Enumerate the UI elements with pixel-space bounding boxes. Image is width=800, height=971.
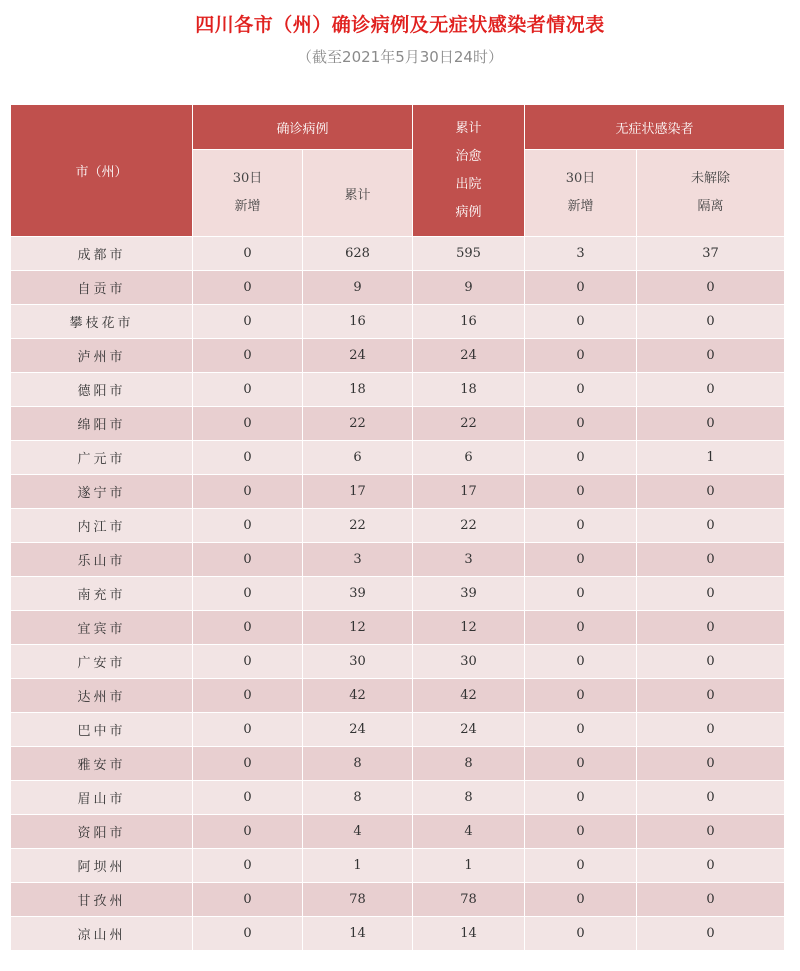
cell-city: 雅安市	[11, 747, 193, 781]
table-row	[11, 407, 785, 441]
table-row	[11, 611, 785, 645]
cell-cured: 24	[413, 339, 525, 373]
cell-city: 眉山市	[11, 781, 193, 815]
cell-confirmed-total: 6	[303, 441, 413, 475]
cell-confirmed-new: 0	[193, 713, 303, 747]
cell-asymptomatic-isolated: 0	[637, 577, 785, 611]
cell-cured: 3	[413, 543, 525, 577]
header-cured-line3: 出院	[455, 176, 482, 192]
cell-asymptomatic-isolated: 0	[637, 849, 785, 883]
cell-asymptomatic-isolated: 1	[637, 441, 785, 475]
cell-confirmed-new: 0	[193, 679, 303, 713]
cell-confirmed-new: 0	[193, 611, 303, 645]
cell-confirmed-new: 0	[193, 509, 303, 543]
cell-confirmed-total: 16	[303, 305, 413, 339]
cell-asymptomatic-new: 3	[525, 237, 637, 271]
cell-confirmed-total: 22	[303, 509, 413, 543]
header-city: 市（州）	[11, 105, 193, 237]
cell-city: 成都市	[11, 237, 193, 271]
cell-cured: 78	[413, 883, 525, 917]
cell-asymptomatic-new: 0	[525, 305, 637, 339]
cell-asymptomatic-new: 0	[525, 509, 637, 543]
cell-asymptomatic-isolated: 37	[637, 237, 785, 271]
cell-confirmed-new: 0	[193, 271, 303, 305]
cell-confirmed-total: 3	[303, 543, 413, 577]
cell-asymptomatic-isolated: 0	[637, 339, 785, 373]
cell-asymptomatic-new: 0	[525, 373, 637, 407]
header-confirmed-total: 累计	[303, 150, 413, 237]
cell-city: 绵阳市	[11, 407, 193, 441]
cell-cured: 22	[413, 407, 525, 441]
table-row	[11, 509, 785, 543]
cell-confirmed-total: 24	[303, 339, 413, 373]
table-row	[11, 713, 785, 747]
cell-cured: 39	[413, 577, 525, 611]
cell-cured: 8	[413, 747, 525, 781]
cell-asymptomatic-new: 0	[525, 713, 637, 747]
table-row	[11, 815, 785, 849]
header-asymptomatic-isolated-line1: 未解除	[691, 171, 731, 186]
cell-confirmed-new: 0	[193, 747, 303, 781]
table-row	[11, 373, 785, 407]
table-body	[11, 237, 785, 951]
header-asymptomatic-new	[525, 150, 637, 237]
cell-asymptomatic-isolated: 0	[637, 815, 785, 849]
cell-confirmed-new: 0	[193, 543, 303, 577]
cell-confirmed-total: 8	[303, 747, 413, 781]
cell-asymptomatic-isolated: 0	[637, 645, 785, 679]
cell-city: 南充市	[11, 577, 193, 611]
cell-confirmed-total: 9	[303, 271, 413, 305]
cell-confirmed-new: 0	[193, 883, 303, 917]
cell-asymptomatic-new: 0	[525, 407, 637, 441]
cell-asymptomatic-isolated: 0	[637, 713, 785, 747]
cell-city: 达州市	[11, 679, 193, 713]
header-asymptomatic-group: 无症状感染者	[525, 105, 785, 150]
cell-cured: 30	[413, 645, 525, 679]
cell-confirmed-total: 628	[303, 237, 413, 271]
cell-cured: 9	[413, 271, 525, 305]
table-row	[11, 305, 785, 339]
cell-confirmed-total: 14	[303, 917, 413, 951]
cell-city: 宜宾市	[11, 611, 193, 645]
page-title: 四川各市（州）确诊病例及无症状感染者情况表	[195, 14, 605, 36]
cell-city: 甘孜州	[11, 883, 193, 917]
cell-asymptomatic-isolated: 0	[637, 883, 785, 917]
cell-city: 广元市	[11, 441, 193, 475]
header-cured	[413, 105, 525, 237]
cell-asymptomatic-new: 0	[525, 441, 637, 475]
cell-city: 乐山市	[11, 543, 193, 577]
cell-city: 泸州市	[11, 339, 193, 373]
cell-asymptomatic-new: 0	[525, 883, 637, 917]
cell-city: 阿坝州	[11, 849, 193, 883]
cell-asymptomatic-new: 0	[525, 781, 637, 815]
cell-asymptomatic-isolated: 0	[637, 611, 785, 645]
cell-asymptomatic-new: 0	[525, 849, 637, 883]
cell-asymptomatic-new: 0	[525, 339, 637, 373]
header-asymptomatic-isolated	[637, 150, 785, 237]
cell-asymptomatic-isolated: 0	[637, 305, 785, 339]
cell-cured: 1	[413, 849, 525, 883]
cell-confirmed-total: 42	[303, 679, 413, 713]
table-row	[11, 543, 785, 577]
cell-confirmed-new: 0	[193, 917, 303, 951]
cell-asymptomatic-new: 0	[525, 475, 637, 509]
cell-city: 巴中市	[11, 713, 193, 747]
cell-asymptomatic-new: 0	[525, 815, 637, 849]
cell-cured: 595	[413, 237, 525, 271]
cell-asymptomatic-new: 0	[525, 543, 637, 577]
header-asymptomatic-isolated-line2: 隔离	[697, 199, 724, 214]
cell-cured: 6	[413, 441, 525, 475]
cell-city: 德阳市	[11, 373, 193, 407]
table-row	[11, 849, 785, 883]
table-row	[11, 781, 785, 815]
cell-asymptomatic-isolated: 0	[637, 373, 785, 407]
cell-cured: 12	[413, 611, 525, 645]
cell-cured: 17	[413, 475, 525, 509]
table-row	[11, 917, 785, 951]
cell-confirmed-new: 0	[193, 373, 303, 407]
cell-cured: 16	[413, 305, 525, 339]
header-confirmed-new-line1: 30日	[232, 171, 263, 186]
cell-cured: 4	[413, 815, 525, 849]
table-row	[11, 441, 785, 475]
cell-confirmed-total: 22	[303, 407, 413, 441]
cases-table	[10, 104, 785, 951]
cell-confirmed-total: 12	[303, 611, 413, 645]
cell-confirmed-new: 0	[193, 645, 303, 679]
cell-asymptomatic-new: 0	[525, 679, 637, 713]
table-row	[11, 679, 785, 713]
cell-city: 凉山州	[11, 917, 193, 951]
cell-confirmed-new: 0	[193, 475, 303, 509]
cell-confirmed-total: 78	[303, 883, 413, 917]
cell-confirmed-total: 30	[303, 645, 413, 679]
table-row	[11, 475, 785, 509]
table-row	[11, 339, 785, 373]
cell-cured: 24	[413, 713, 525, 747]
cell-confirmed-new: 0	[193, 407, 303, 441]
cell-asymptomatic-isolated: 0	[637, 781, 785, 815]
table-header	[11, 105, 785, 237]
cell-confirmed-new: 0	[193, 849, 303, 883]
cell-confirmed-total: 8	[303, 781, 413, 815]
header-cured-line2: 治愈	[455, 148, 482, 164]
cell-asymptomatic-isolated: 0	[637, 679, 785, 713]
cell-confirmed-new: 0	[193, 339, 303, 373]
cell-city: 攀枝花市	[11, 305, 193, 339]
cell-asymptomatic-isolated: 0	[637, 407, 785, 441]
table-row	[11, 747, 785, 781]
table-row	[11, 237, 785, 271]
header-confirmed-new-line2: 新增	[234, 199, 261, 214]
cell-confirmed-total: 18	[303, 373, 413, 407]
cell-cured: 14	[413, 917, 525, 951]
header-asymptomatic-new-line2: 新增	[567, 199, 594, 214]
cell-city: 广安市	[11, 645, 193, 679]
table-row	[11, 271, 785, 305]
cell-asymptomatic-new: 0	[525, 271, 637, 305]
table-row	[11, 645, 785, 679]
cell-asymptomatic-isolated: 0	[637, 475, 785, 509]
cell-cured: 8	[413, 781, 525, 815]
header-cured-line1: 累计	[455, 120, 482, 136]
cell-confirmed-total: 24	[303, 713, 413, 747]
cell-asymptomatic-new: 0	[525, 747, 637, 781]
cell-asymptomatic-isolated: 0	[637, 509, 785, 543]
cell-asymptomatic-isolated: 0	[637, 747, 785, 781]
cell-confirmed-new: 0	[193, 781, 303, 815]
cell-cured: 18	[413, 373, 525, 407]
header-confirmed-group: 确诊病例	[193, 105, 413, 150]
cell-confirmed-new: 0	[193, 305, 303, 339]
cell-cured: 42	[413, 679, 525, 713]
cell-city: 资阳市	[11, 815, 193, 849]
header-asymptomatic-new-line1: 30日	[565, 171, 596, 186]
cell-confirmed-new: 0	[193, 441, 303, 475]
cell-asymptomatic-new: 0	[525, 917, 637, 951]
cell-confirmed-total: 1	[303, 849, 413, 883]
cell-city: 自贡市	[11, 271, 193, 305]
cell-cured: 22	[413, 509, 525, 543]
cell-asymptomatic-isolated: 0	[637, 543, 785, 577]
cell-confirmed-total: 39	[303, 577, 413, 611]
cell-asymptomatic-isolated: 0	[637, 917, 785, 951]
cell-confirmed-new: 0	[193, 237, 303, 271]
header-cured-line4: 病例	[455, 204, 482, 220]
cell-confirmed-total: 17	[303, 475, 413, 509]
page-subtitle: （截至2021年5月30日24时）	[297, 48, 503, 66]
table-row	[11, 577, 785, 611]
cell-asymptomatic-new: 0	[525, 577, 637, 611]
cell-confirmed-new: 0	[193, 577, 303, 611]
cell-city: 遂宁市	[11, 475, 193, 509]
cell-asymptomatic-new: 0	[525, 611, 637, 645]
cell-asymptomatic-new: 0	[525, 645, 637, 679]
cell-confirmed-total: 4	[303, 815, 413, 849]
header-confirmed-new	[193, 150, 303, 237]
cell-confirmed-new: 0	[193, 815, 303, 849]
cell-city: 内江市	[11, 509, 193, 543]
cell-asymptomatic-isolated: 0	[637, 271, 785, 305]
table-row	[11, 883, 785, 917]
